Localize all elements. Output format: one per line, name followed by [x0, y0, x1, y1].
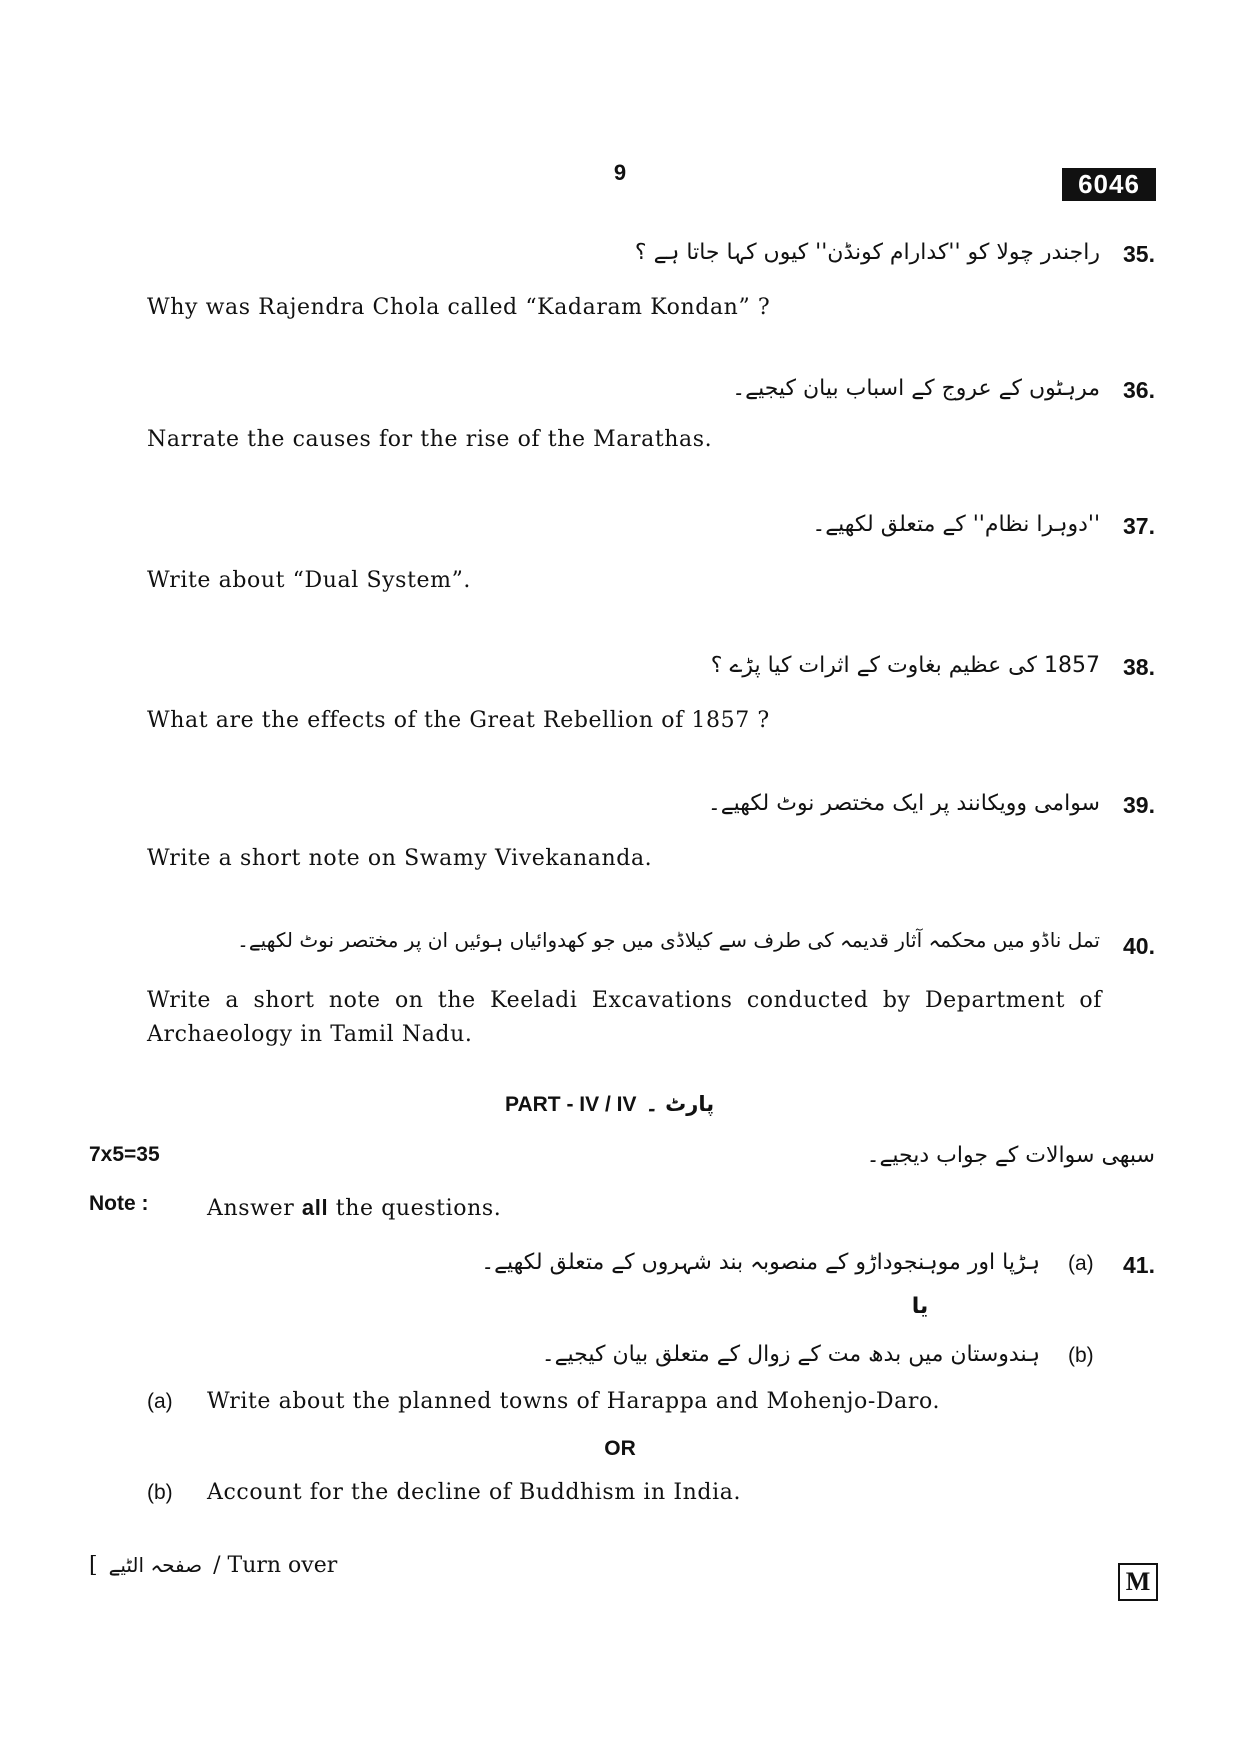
question-english-line: Archaeology in Tamil Nadu.	[147, 1022, 473, 1047]
note-text	[207, 1190, 501, 1226]
note-text-start: Answer	[207, 1196, 295, 1221]
note-line	[89, 1192, 149, 1216]
option-label-b: (b)	[1068, 1344, 1094, 1367]
turn-over-text: / Turn over	[213, 1553, 338, 1578]
question-urdu: ''دوہرا نظام'' کے متعلق لکھیے۔	[812, 512, 1100, 537]
part-heading-text: PART - IV / IV	[505, 1093, 637, 1116]
part-heading	[505, 1092, 714, 1117]
question-english: Narrate the causes for the rise of the Marathas.	[147, 427, 713, 452]
instruction-urdu: سبھی سوالات کے جواب دیجیے۔	[866, 1143, 1155, 1168]
question-english-line: Write a short note on the Keeladi Excavations conducted by Department of	[147, 988, 1102, 1013]
option-label-a: (a)	[1068, 1252, 1094, 1275]
option-label-b: (b)	[147, 1481, 173, 1504]
footer-bracket: [	[89, 1553, 98, 1578]
option-a-english: Write about the planned towns of Harappa and Mohenjo-Daro.	[207, 1389, 941, 1414]
question-number: .36	[1123, 377, 1155, 403]
question-english: Why was Rajendra Chola called “Kadaram Kondan” ?	[147, 295, 771, 320]
question-number: .40	[1123, 933, 1155, 959]
question-urdu: راجندر چولا کو ''کدارام کونڈن'' کیوں کہا جاتا ہے ؟	[634, 240, 1100, 265]
marks-allocation: 7x5=35	[89, 1143, 160, 1166]
or-english: OR	[604, 1437, 636, 1460]
note-text-emphasis: all	[301, 1195, 329, 1220]
page-number: 9	[613, 160, 627, 185]
note-label: Note :	[89, 1192, 149, 1215]
question-number: .37	[1123, 513, 1155, 539]
series-marker-box: M	[1118, 1563, 1158, 1601]
turn-over-note	[89, 1553, 337, 1578]
question-english: What are the effects of the Great Rebellion of 1857 ?	[147, 708, 770, 733]
question-english: Write a short note on Swamy Vivekananda.	[147, 846, 653, 871]
question-number: .35	[1123, 241, 1155, 267]
note-text-end: the questions.	[335, 1196, 502, 1221]
option-b-english: Account for the decline of Buddhism in India.	[207, 1480, 742, 1505]
turn-over-urdu: صفحہ الٹیے	[108, 1553, 203, 1577]
question-english: Write about “Dual System”.	[147, 568, 472, 593]
question-urdu: تمل ناڈو میں محکمہ آثار قدیمہ کی طرف سے کیلاڈی میں جو کھدوائیاں ہوئیں ان پر مختصر نوٹ لکھیے۔	[237, 928, 1100, 952]
question-urdu: 1857 کی عظیم بغاوت کے اثرات کیا پڑے ؟	[710, 653, 1100, 678]
question-number: .38	[1123, 654, 1155, 680]
option-a-urdu: ہڑپا اور موہنجوداڑو کے منصوبہ بند شہروں کے متعلق لکھیے۔	[481, 1250, 1040, 1275]
or-urdu: یا	[911, 1294, 929, 1319]
question-number: .39	[1123, 792, 1155, 818]
question-number: .41	[1123, 1252, 1155, 1278]
question-urdu: مرہٹوں کے عروج کے اسباب بیان کیجیے۔	[732, 376, 1100, 401]
part-heading-urdu: پارٹ ۔	[645, 1092, 715, 1116]
paper-code: 6046	[1062, 168, 1156, 201]
option-label-a: (a)	[147, 1390, 173, 1413]
question-urdu: سوامی وویکانند پر ایک مختصر نوٹ لکھیے۔	[707, 791, 1100, 816]
option-b-urdu: ہندوستان میں بدھ مت کے زوال کے متعلق بیان کیجیے۔	[541, 1342, 1040, 1367]
